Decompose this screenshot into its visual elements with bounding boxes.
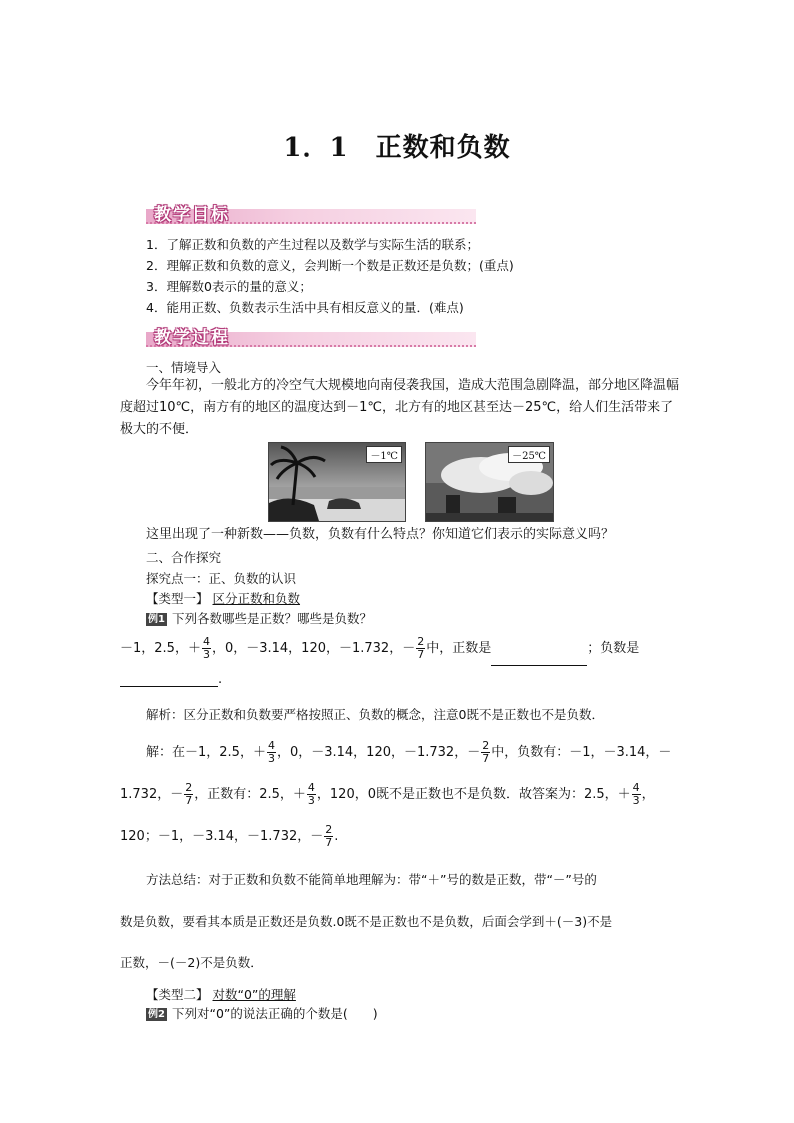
temperature-tag: －1℃ xyxy=(366,446,402,463)
answer-blank[interactable] xyxy=(491,651,587,666)
type2-tag: 【类型二】 xyxy=(146,987,209,1002)
solution-line-1 xyxy=(146,736,671,770)
snow-photo xyxy=(425,442,554,522)
fraction: $\frac{4}{3}$ xyxy=(307,781,315,807)
page-title: 1．1 正数和负数 xyxy=(283,133,511,163)
explore-point: 探究点一：正、负数的认识 xyxy=(146,571,297,586)
solution-line-2 xyxy=(120,778,655,812)
type1-title: 区分正数和负数 xyxy=(212,591,301,606)
text-run: 中，正数是 xyxy=(426,641,492,656)
objective-item: 3．理解数0表示的量的意义； xyxy=(146,279,312,294)
fraction: $\frac{4}{3}$ xyxy=(267,739,275,765)
text-run: ，0，－3.14，120，－1.732，－ xyxy=(211,641,416,656)
text-run: ；负数是 xyxy=(587,641,640,656)
text-run: . xyxy=(334,829,339,844)
summary-line-1: 方法总结：对于正数和负数不能简单地理解为：带“＋”号的数是正数，带“－”号的 xyxy=(146,872,597,887)
text-run: 1.732，－ xyxy=(120,787,184,802)
example2-question xyxy=(146,1004,378,1022)
objective-item: 1．了解正数和负数的产生过程以及数学与实际生活的联系； xyxy=(146,237,479,252)
text-run: ， xyxy=(641,787,655,802)
text-run: 解：在－1，2.5，＋ xyxy=(146,745,266,760)
summary-line-2: 数是负数，要看其本质是正数还是负数.0既不是正数也不是负数，后面会学到＋(－3)不是 xyxy=(120,914,613,929)
type2-title: 对数“0”的理解 xyxy=(212,987,296,1002)
intro-heading: 一、情境导入 xyxy=(146,360,222,375)
answer-blank[interactable] xyxy=(120,672,218,687)
process-label: 教学过程 xyxy=(154,328,230,348)
fraction: $\frac{2}{7}$ xyxy=(417,635,425,661)
summary-line-3: 正数，－(－2)不是负数． xyxy=(120,955,263,970)
example1-numbers xyxy=(120,632,639,666)
text-run: 中，负数有：－1，－3.14，－ xyxy=(491,745,672,760)
fraction: $\frac{4}{3}$ xyxy=(632,781,640,807)
type2-heading xyxy=(146,985,296,1003)
text-run: ，120，0既不是正数也不是负数．故答案为：2.5，＋ xyxy=(316,787,631,802)
intro-question: 这里出现了一种新数——负数，负数有什么特点？你知道它们表示的实际意义吗？ xyxy=(146,527,615,542)
text-run: ，0，－3.14，120，－1.732，－ xyxy=(276,745,481,760)
process-banner xyxy=(146,323,476,349)
fraction: $\frac{2}{7}$ xyxy=(325,823,333,849)
fraction: $\frac{4}{3}$ xyxy=(202,635,210,661)
beach-photo xyxy=(268,442,406,522)
text-run: ，正数有：2.5，＋ xyxy=(194,787,306,802)
analysis-text: 解析：区分正数和负数要严格按照正、负数的概念，注意0既不是正数也不是负数． xyxy=(146,707,604,722)
objective-item: 2．理解正数和负数的意义，会判断一个数是正数还是负数；(重点) xyxy=(146,258,514,273)
text-run: 120；－1，－3.14，－1.732，－ xyxy=(120,829,324,844)
example2-label: 例2 xyxy=(148,1009,165,1020)
objective-item: 4．能用正数、负数表示生活中具有相反意义的量．(难点) xyxy=(146,300,464,315)
example1-label: 例1 xyxy=(148,614,165,625)
type1-tag: 【类型一】 xyxy=(146,591,209,606)
example1-question xyxy=(146,609,372,627)
solution-line-3 xyxy=(120,820,338,854)
explore-heading: 二、合作探究 xyxy=(146,550,222,565)
type1-heading xyxy=(146,589,300,607)
fraction: $\frac{2}{7}$ xyxy=(482,739,490,765)
objectives-banner xyxy=(146,200,476,226)
text-run: . xyxy=(218,672,223,687)
example1-text: 下列各数哪些是正数？哪些是负数？ xyxy=(171,611,372,626)
example2-text: 下列对“0”的说法正确的个数是( ) xyxy=(171,1006,378,1021)
example1-numbers-cont xyxy=(120,672,222,687)
objectives-label: 教学目标 xyxy=(154,205,230,225)
temperature-tag: －25℃ xyxy=(508,446,550,463)
text-run: －1，2.5，＋ xyxy=(120,641,201,656)
fraction: $\frac{2}{7}$ xyxy=(185,781,193,807)
intro-paragraph: 今年年初，一般北方的冷空气大规模地向南侵袭我国，造成大范围急剧降温，部分地区降温幅度超过10℃，南方有的地区的温度达到－1℃，北方有的地区甚至达－25℃，给人们生活带来了极大的不便． xyxy=(120,378,680,437)
